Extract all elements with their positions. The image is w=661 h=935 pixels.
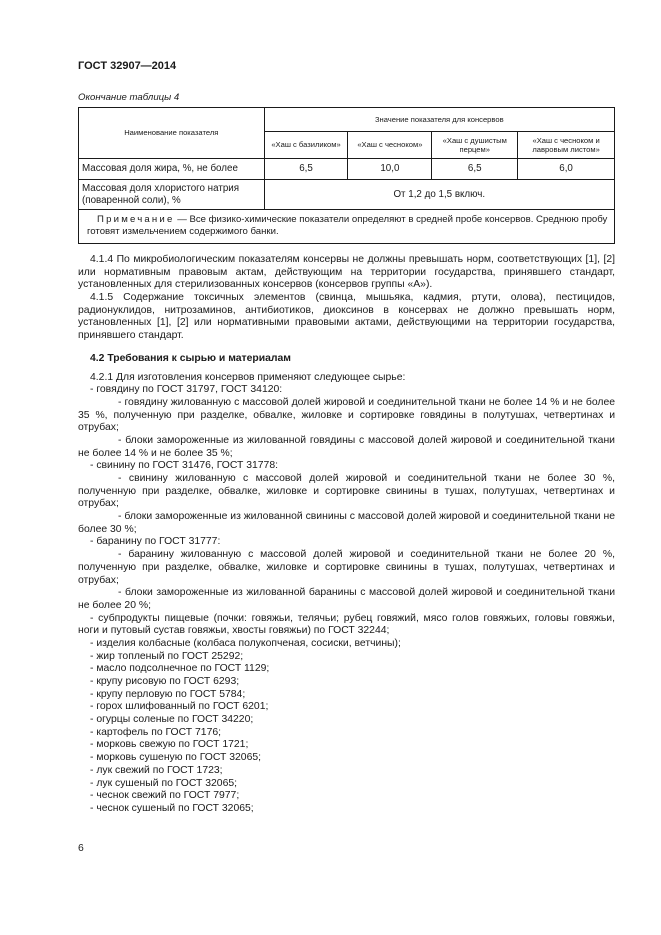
page-number: 6 bbox=[78, 843, 84, 854]
col-header-garlic-bay: «Хаш с чесноком и лавровым листом» bbox=[518, 132, 615, 159]
list-item: - говядину по ГОСТ 31797, ГОСТ 34120: bbox=[90, 384, 283, 396]
list-item: - горох шлифованный по ГОСТ 6201; bbox=[90, 701, 269, 713]
list-item: - блоки замороженные из жилованной баранины с массовой долей жировой и соединительной ткани не более 20 %; bbox=[78, 587, 615, 611]
col-header-allspice: «Хаш с душистым перцем» bbox=[432, 132, 518, 159]
list-item: - огурцы соленые по ГОСТ 34220; bbox=[90, 714, 254, 726]
paragraph-4-1-5: 4.1.5 Содержание токсичных элементов (свинца, мышьяка, кадмия, ртути, олова), пестицидов, радионуклидов, нитрозаминов, антибиотиков, диоксинов в консервах не должно превышать норм, установленных [1], [2] или нормативными правовыми актами, действующими на территории государства, принявшего стандарт. bbox=[78, 292, 615, 342]
body-text bbox=[78, 254, 615, 816]
list-item: - чеснок сушеный по ГОСТ 32065; bbox=[90, 802, 254, 814]
list-item: - блоки замороженные из жилованной свинины с массовой долей жировой и соединительной ткани не более 30 %; bbox=[78, 511, 615, 535]
col-header-basil: «Хаш с базиликом» bbox=[264, 132, 348, 159]
row-name: Массовая доля хлористого натрия (поваренной соли), % bbox=[79, 180, 265, 210]
list-item: - морковь свежую по ГОСТ 1721; bbox=[90, 739, 249, 751]
list-item: - свинину жилованную с массовой долей жировой и соединительной ткани не более 30 %, полученную при разделке, обвалке, жиловке и сортировке свинины в тушах, полутушах, четвертинах и отрубах; bbox=[78, 473, 615, 510]
note-text: — Все физико-химические показатели определяют в средней пробе консервов. Среднюю пробу готовят измельчением содержимого банки. bbox=[87, 214, 608, 238]
list-item: - чеснок свежий по ГОСТ 7977; bbox=[90, 790, 240, 802]
col-header-name: Наименование показателя bbox=[79, 108, 265, 159]
cell-value: 6,5 bbox=[264, 159, 348, 180]
list-item: - баранину жилованную с массовой долей жировой и соединительной ткани не более 20 %, полученную при разделке, обвалке, жиловке и сортировке свинины в тушах, полутушах, четвертинах и отрубах; bbox=[78, 549, 615, 586]
row-name: Массовая доля жира, %, не более bbox=[79, 159, 265, 180]
table-row bbox=[79, 159, 615, 180]
table-note bbox=[79, 210, 615, 244]
group-header: Значение показателя для консервов bbox=[264, 108, 614, 132]
table-header-row bbox=[79, 108, 615, 132]
paragraph-4-2-1: 4.2.1 Для изготовления консервов применяют следующее сырье: bbox=[90, 371, 406, 383]
cell-value: 6,5 bbox=[432, 159, 518, 180]
table-note-row bbox=[79, 210, 615, 244]
list-item: - изделия колбасные (колбаса полукопченая, сосиски, ветчины); bbox=[90, 637, 401, 649]
list-item: - субпродукты пищевые (почки: говяжьи, телячьи; рубец говяжий, мясо голов говяжьих, головы говяжьи, ноги и путовый сустав говяжьи, хвосты говяжьи) по ГОСТ 32244; bbox=[78, 612, 615, 637]
list-item: - баранину по ГОСТ 31777: bbox=[90, 536, 221, 548]
list-item: - морковь сушеную по ГОСТ 32065; bbox=[90, 752, 262, 764]
list-item: - жир топленый по ГОСТ 25292; bbox=[90, 650, 244, 662]
table-caption: Окончание таблицы 4 bbox=[78, 92, 180, 103]
list-item: - говядину жилованную с массовой долей жировой и соединительной ткани не более 14 % и не более 35 %, полученную при разделке, обвалке, жиловке и сортировке говядины в полутушах, четвертинах и отрубах; bbox=[78, 396, 615, 434]
cell-merged-value: От 1,2 до 1,5 включ. bbox=[264, 180, 614, 210]
paragraph-4-1-4: 4.1.4 По микробиологическим показателям консервы не должны превышать норм, соответствующих [1], [2] или нормативным правовым актам, действующим на территории государства, принявшего стандарт, установленных для стерилизованных консервов (консервов группы «А»). bbox=[78, 254, 615, 291]
list-item: - блоки замороженные из жилованной говядины с массовой долей жировой и соединительной ткани не более 14 % и не более 35 %; bbox=[78, 434, 615, 459]
note-label: Примечание bbox=[97, 214, 175, 225]
list-item: - масло подсолнечное по ГОСТ 1129; bbox=[90, 663, 270, 675]
list-item: - свинину по ГОСТ 31476, ГОСТ 31778: bbox=[90, 460, 279, 472]
list-item: - крупу перловую по ГОСТ 5784; bbox=[90, 688, 246, 700]
list-item: - лук сушеный по ГОСТ 32065; bbox=[90, 777, 238, 789]
cell-value: 10,0 bbox=[348, 159, 432, 180]
list-item: - лук свежий по ГОСТ 1723; bbox=[90, 764, 223, 776]
table-row bbox=[79, 180, 615, 210]
list-item: - картофель по ГОСТ 7176; bbox=[90, 726, 222, 738]
standard-header: ГОСТ 32907—2014 bbox=[78, 60, 177, 72]
section-title: 4.2 Требования к сырью и материалам bbox=[90, 352, 291, 364]
list-item: - крупу рисовую по ГОСТ 6293; bbox=[90, 676, 240, 687]
cell-value: 6,0 bbox=[518, 159, 615, 180]
table-4 bbox=[78, 107, 615, 244]
col-header-garlic: «Хаш с чесноком» bbox=[348, 132, 432, 159]
